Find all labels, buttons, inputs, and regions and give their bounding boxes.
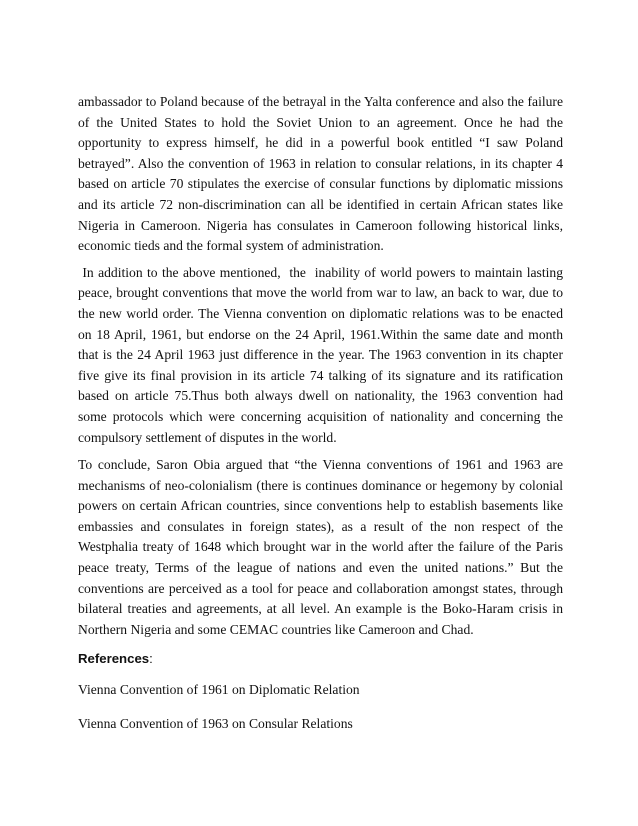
body-paragraph-2: In addition to the above mentioned, the inability of world powers to maintain lasting peace, brought conventions that move the world from war to law, an back to war, due to the new world order. The Vienna convention on diplomatic relations was to be enacted on 18 April, 1961, but endorse on the 24 April, 1961.Within the same date and month that is the 24 April 1963 just difference in the year. The 1963 convention in its chapter five give its final provision in its article 74 talking of its signature and its ratification based on article 75.Thus both always dwell on nationality, the 1963 convention had some protocols which were concerning acquisition of nationality and concerning the compulsory settlement of disputes in the world.	[78, 264, 567, 445]
body-paragraph-1: ambassador to Poland because of the betrayal in the Yalta conference and also the failure of the United States to hold the Soviet Union to an agreement. Once he had the opportunity to express himself, he did in a powerful book entitled “I saw Poland betrayed”. Also the convention of 1963 in relation to consular relations, in its chapter 4 based on article 70 stipulates the exercise of consular functions by diplomatic missions and its article 72 non-discrimination can all be identified in certain African states like Nigeria in Cameroon. Nigeria has consulates in Cameroon following historical links, economic tieds and the formal system of administration.	[78, 94, 563, 254]
references-heading-colon: :	[149, 651, 153, 667]
references-heading	[78, 649, 563, 669]
reference-item: Vienna Convention of 1961 on Diplomatic Relation	[78, 682, 360, 698]
references-list	[78, 680, 563, 734]
reference-item: Vienna Convention of 1963 on Consular Relations	[78, 716, 353, 732]
references-heading-label: References	[78, 651, 150, 667]
document-page	[78, 92, 567, 748]
body-paragraph-3: To conclude, Saron Obia argued that “the Vienna conventions of 1961 and 1963 are mechanisms of neo-colonialism (there is continues dominance or hegemony by colonial powers on certain African countries, since conventions help to establish basements like embassies and consulates in foreign states), as a result of the non respect of the Westphalia treaty of 1648 which brought war in the world after the failure of the Paris peace treaty, Terms of the league of nations and even the united nations.” But the conventions are perceived as a tool for peace and collaboration amongst states, through bilateral treaties and agreements, at all level. An example is the Boko-Haram crisis in Northern Nigeria and some CEMAC countries like Cameroon and Chad.	[78, 457, 563, 637]
